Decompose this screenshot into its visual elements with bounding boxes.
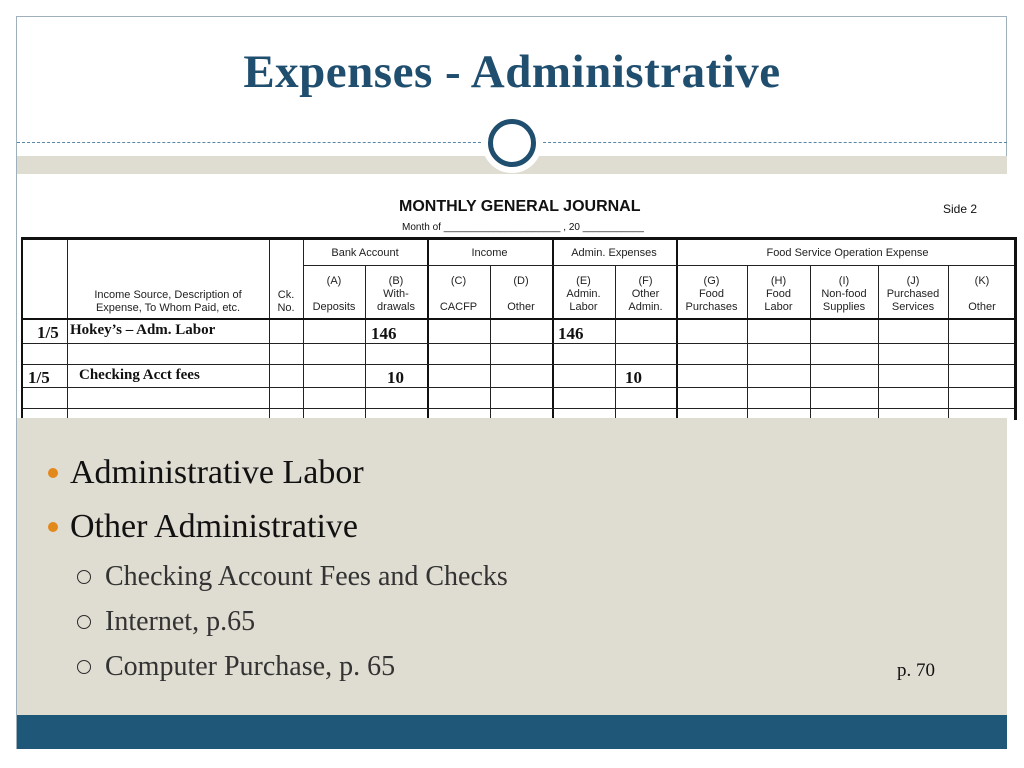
column-header-other-income: (D) Other	[507, 275, 535, 313]
column-header-other-admin: (F) Other Admin.	[628, 275, 663, 313]
column-header-check-no: Ck. No.	[277, 289, 295, 314]
bullet-text: Administrative Labor	[70, 454, 364, 491]
column-header-admin-labor: (E) Admin. Labor	[566, 275, 601, 313]
column-header-deposits: (A) Deposits	[312, 275, 356, 313]
slide-title: Expenses - Administrative	[243, 46, 781, 98]
entry-2-other-admin: 10	[625, 368, 642, 387]
ring-bullet-icon	[77, 615, 91, 629]
group-header-income: Income	[471, 247, 508, 259]
journal-title: MONTHLY GENERAL JOURNAL	[399, 198, 641, 215]
sub-bullet-item	[77, 561, 508, 593]
group-header-food: Food Service Operation Expense	[766, 247, 929, 259]
bullet-text: Other Administrative	[70, 508, 359, 545]
entry-1-withdrawal: 146	[371, 324, 397, 343]
journal-image	[17, 174, 1017, 420]
column-header-other-expense: (K) Other	[968, 275, 996, 313]
column-header-food-labor: (H) Food Labor	[764, 275, 793, 313]
entry-1-description: Hokey’s – Adm. Labor	[70, 322, 216, 338]
journal-grid	[21, 237, 1017, 420]
sub-bullet-item	[77, 606, 255, 638]
sub-bullet-item	[77, 651, 395, 683]
bullet-dot-icon	[48, 468, 58, 478]
sub-bullet-text: Checking Account Fees and Checks	[105, 561, 508, 592]
group-header-admin: Admin. Expenses	[571, 247, 657, 259]
bullet-item	[48, 508, 358, 546]
column-header-description: Income Source, Description of Expense, To Whom Paid, etc.	[94, 289, 242, 314]
sub-bullet-text: Internet, p.65	[105, 606, 256, 637]
ring-bullet-icon	[77, 660, 91, 674]
entry-1-admin-labor: 146	[558, 324, 584, 343]
page-reference: p. 70	[897, 660, 935, 681]
entry-2-date: 1/5	[28, 368, 50, 387]
journal-side-label: Side 2	[943, 202, 978, 216]
bullet-dot-icon	[48, 522, 58, 532]
entry-1-date: 1/5	[37, 323, 59, 342]
entry-2-description: Checking Acct fees	[79, 367, 200, 383]
sub-bullet-text: Computer Purchase, p. 65	[105, 651, 396, 682]
group-header-bank: Bank Account	[331, 247, 399, 259]
column-header-withdrawals: (B) With- drawals	[377, 275, 415, 313]
footer-bar	[17, 715, 1007, 749]
column-header-nonfood-supplies: (I) Non-food Supplies	[821, 275, 867, 313]
column-header-cacfp: (C) CACFP	[439, 275, 478, 313]
column-header-purchased-services: (J) Purchased Services	[886, 275, 940, 313]
circle-ornament-inner	[488, 119, 536, 167]
entry-2-withdrawal: 10	[387, 368, 404, 387]
journal-month-line: Month of _____________________ , 20 ___________	[402, 222, 644, 233]
ring-bullet-icon	[77, 570, 91, 584]
bullet-item	[48, 454, 364, 492]
column-header-food-purchases: (G) Food Purchases	[685, 275, 738, 313]
